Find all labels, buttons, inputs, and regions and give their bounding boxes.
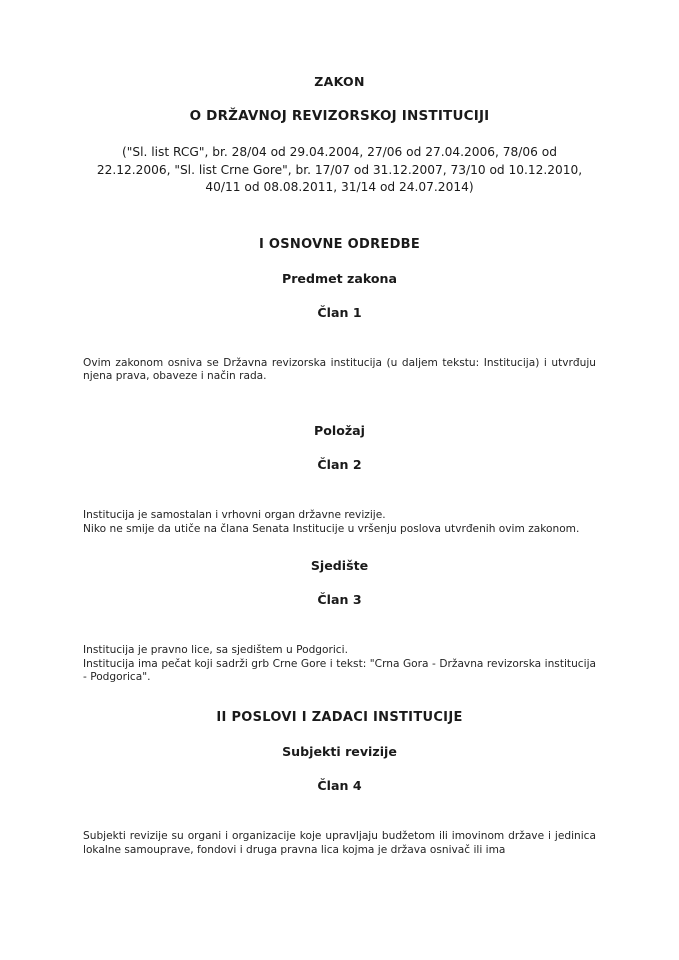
spacer — [83, 574, 596, 592]
spacer — [83, 197, 596, 237]
top-margin — [83, 0, 596, 74]
spacer — [83, 287, 596, 305]
spacer — [83, 726, 596, 744]
section-heading-4: II POSLOVI I ZADACI INSTITUCIJE — [216, 710, 463, 726]
spacer — [83, 536, 596, 558]
paragraph: Institucija je pravno lice, sa sjedištem u Podgorici. — [83, 644, 348, 657]
article-heading-2: Član 2 — [317, 457, 362, 473]
article-body-2 — [83, 509, 596, 536]
paragraph: Institucija je samostalan i vrhovni organ državne revizije. — [83, 509, 386, 522]
document-citation: ("Sl. list RCG", br. 28/04 od 29.04.2004, 27/06 od 27.04.2006, 78/06 od 22.12.2006, "Sl. list Crne Gore", br. 17/07 od 31.12.2007, 73/10 od 10.12.2010, 40/11 od 08.08.2011, 31/14 od 24.07.2014) — [96, 145, 583, 194]
section-subheading-1: Predmet zakona — [281, 270, 398, 286]
spacer — [83, 253, 596, 271]
section-subheading-2: Položaj — [314, 423, 365, 439]
section-heading-1: I OSNOVNE ODREDBE — [258, 236, 421, 252]
article-body-1 — [83, 357, 596, 384]
document-subtitle: O DRŽAVNOJ REVIZORSKOJ INSTITUCIJI — [189, 108, 490, 124]
spacer — [83, 794, 596, 830]
spacer — [83, 608, 596, 644]
paragraph: Subjekti revizije su organi i organizacije koje upravljaju budžetom ili imovinom države i jedinica lokalne samouprave, fondovi i druga pravna lica kojma je država osnivač ili ima — [83, 830, 596, 856]
paragraph: Ovim zakonom osniva se Državna revizorska institucija (u daljem tekstu: Institucija) i utvrđuju njena prava, obaveze i način rada. — [83, 356, 596, 382]
article-heading-4: Član 4 — [317, 778, 362, 794]
article-heading-1: Član 1 — [317, 304, 362, 320]
paragraph: Institucija ima pečat koji sadrži grb Crne Gore i tekst: "Crna Gora - Državna revizorska institucija - Podgorica". — [83, 657, 596, 683]
article-heading-3: Član 3 — [317, 592, 362, 608]
section-subheading-3: Sjedište — [310, 558, 369, 574]
spacer — [83, 473, 596, 509]
section-subheading-4: Subjekti revizije — [282, 744, 397, 760]
spacer — [83, 383, 596, 423]
spacer — [83, 684, 596, 710]
article-body-3 — [83, 644, 596, 684]
article-body-4 — [83, 830, 596, 857]
spacer — [83, 439, 596, 457]
document-title: ZAKON — [314, 74, 365, 89]
paragraph: Niko ne smije da utiče na člana Senata Institucije u vršenju poslova utvrđenih ovim zakonom. — [83, 522, 580, 535]
spacer — [83, 321, 596, 357]
spacer — [83, 760, 596, 778]
